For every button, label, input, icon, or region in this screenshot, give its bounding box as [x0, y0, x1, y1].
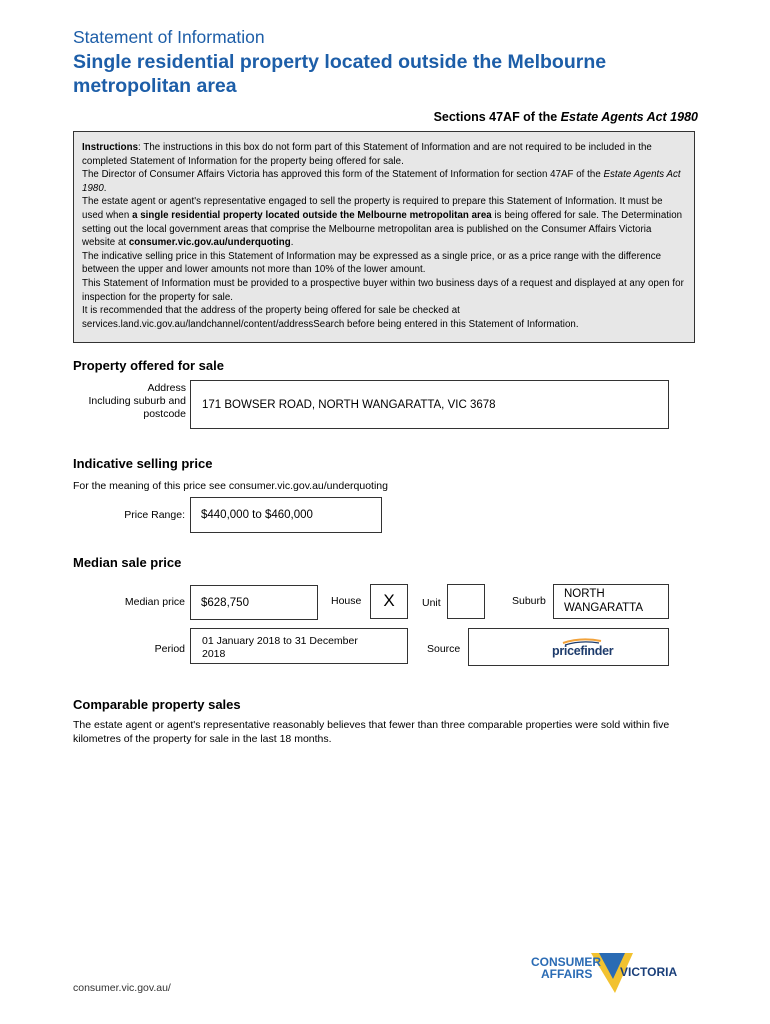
- comparable-text: The estate agent or agent's representative reasonably believes that fewer than three comparable properties were sold within five kilometres of the property for sale in the last 18 months.: [73, 719, 670, 745]
- instructions-box: [73, 131, 695, 343]
- address-field[interactable]: [190, 380, 669, 429]
- source-label: Source: [427, 643, 461, 655]
- act-reference: Sections 47AF of the Estate Agents Act 1980: [433, 110, 698, 124]
- consumer-affairs-victoria-logo: [531, 951, 691, 995]
- instructions-para-1: Instructions: The instructions in this box do not form part of this Statement of Information and are not required to be included in the completed Statement of Information for the property being offered for sale.: [82, 142, 652, 167]
- median-price-label: Median price: [124, 596, 185, 608]
- house-check-mark: X: [383, 591, 395, 610]
- instructions-para-2: The Director of Consumer Affairs Victoria has approved this form of the Statement of Information for section 47AF of the Estate Agents Act 1980.: [82, 169, 681, 194]
- form-supertitle: Statement of Information: [73, 27, 265, 47]
- price-range-value: $440,000 to $460,000: [201, 509, 313, 521]
- indicative-note: For the meaning of this price see consumer.vic.gov.au/underquoting: [73, 480, 388, 492]
- suburb-label: Suburb: [512, 595, 546, 607]
- pricefinder-logo: [551, 637, 614, 659]
- comparable-heading: Comparable property sales: [73, 697, 241, 712]
- price-range-label: Price Range:: [124, 509, 185, 521]
- period-label: Period: [154, 643, 185, 655]
- house-checkbox[interactable]: [370, 584, 408, 619]
- source-field[interactable]: [468, 628, 669, 666]
- address-label: Address Including suburb and postcode: [88, 382, 186, 420]
- form-title: Single residential property located outside the Melbourne metropolitan area: [73, 51, 607, 97]
- period-field[interactable]: [190, 628, 408, 664]
- instructions-para-6: It is recommended that the address of the property being offered for sale be checked at services.land.vic.gov.au/landchannel/content/addressSearch before being entered in this Statement of Information.: [82, 305, 579, 330]
- logo-affairs-text: AFFAIRS: [541, 967, 593, 981]
- price-range-field[interactable]: [190, 497, 382, 533]
- house-label: House: [331, 595, 362, 607]
- median-heading: Median sale price: [73, 555, 182, 570]
- median-price-field[interactable]: [190, 585, 318, 620]
- logo-consumer-text: CONSUMER: [531, 955, 602, 969]
- instructions-para-4: The indicative selling price in this Statement of Information may be expressed as a single price, or as a price range with the difference between the upper and lower amounts not more than 10% of the lower amount.: [82, 250, 662, 276]
- instructions-para-3: The estate agent or agent's representative engaged to sell the property is required to prepare this Statement of Information. It must be used when a single residential property located outside the Melbourne metropolitan area is being offered for sale. The Determination setting out the local government areas that comprise the Melbourne metropolitan area is published on the Consumer Affairs Victoria website at consumer.vic.gov.au/underquoting.: [82, 196, 683, 249]
- property-heading: Property offered for sale: [73, 358, 224, 373]
- unit-label: Unit: [422, 597, 441, 609]
- indicative-heading: Indicative selling price: [73, 456, 213, 471]
- footer-url: consumer.vic.gov.au/: [73, 982, 171, 994]
- suburb-field[interactable]: [553, 584, 669, 619]
- suburb-value: NORTH WANGARATTA: [564, 588, 644, 614]
- period-value: 01 January 2018 to 31 December 2018: [202, 635, 358, 660]
- median-price-value: $628,750: [201, 597, 249, 609]
- unit-checkbox[interactable]: [447, 584, 485, 619]
- logo-victoria-text: VICTORIA: [620, 965, 678, 979]
- pricefinder-logo-text: pricefinder: [552, 644, 614, 658]
- instructions-para-5: This Statement of Information must be provided to a prospective buyer within two business days of a request and displayed at any open for inspection for the property for sale.: [82, 277, 684, 303]
- address-value: 171 BOWSER ROAD, NORTH WANGARATTA, VIC 3678: [202, 399, 496, 411]
